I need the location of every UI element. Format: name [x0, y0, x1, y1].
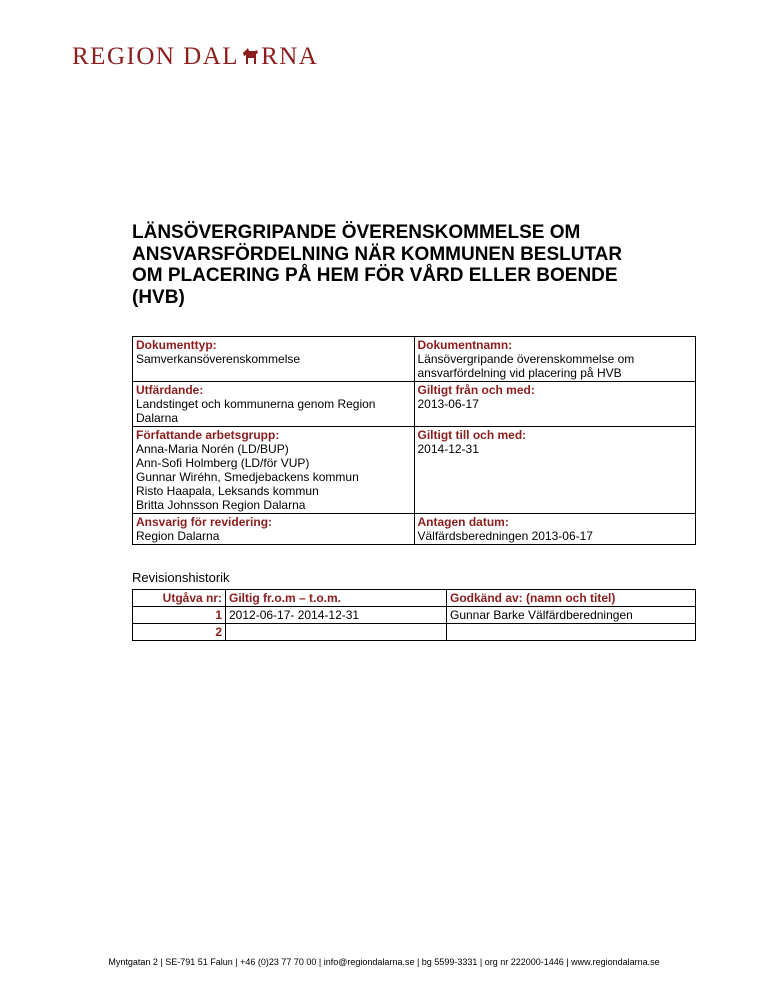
authors-label: Författande arbetsgrupp: [136, 428, 280, 442]
logo-text-right: RNA [261, 43, 319, 70]
author-item: Gunnar Wiréhn, Smedjebackens kommun [136, 470, 359, 484]
authors-cell [133, 427, 415, 514]
adopted-label: Antagen datum: [417, 515, 509, 529]
responsible-label: Ansvarig för revidering: [136, 515, 273, 529]
author-item: Anna-Maria Norén (LD/BUP) [136, 442, 289, 456]
issuer-value: Landstinget och kommunerna genom Region Dalarna [136, 397, 376, 425]
valid-from-value: 2013-06-17 [417, 397, 479, 411]
col-valid-header: Giltig fr.o.m – t.o.m. [226, 590, 447, 607]
edition-cell: 2 [133, 624, 226, 641]
approved-cell [447, 624, 696, 641]
author-item: Britta Johnsson Region Dalarna [136, 498, 306, 512]
col-approved-header: Godkänd av: (namn och titel) [447, 590, 696, 607]
document-metadata-table [132, 336, 696, 545]
doc-type-value: Samverkansöverenskommelse [136, 352, 301, 366]
adopted-value: Välfärdsberedningen 2013-06-17 [417, 529, 593, 543]
edition-cell: 1 [133, 607, 226, 624]
author-item: Ann-Sofi Holmberg (LD/för VUP) [136, 456, 310, 470]
valid-from-label: Giltigt från och med: [417, 383, 535, 397]
revision-header-row [133, 590, 696, 607]
issuer-cell [133, 382, 415, 427]
page-footer: Myntgatan 2 | SE-791 51 Falun | +46 (0)23 77 70 00 | info@regiondalarna.se | bg 5599-3331 | org nr 222000-1446 | www.regiondalarna.se [108, 957, 660, 967]
valid-to-cell [414, 427, 696, 514]
responsible-cell [133, 514, 415, 545]
table-row [133, 607, 696, 624]
col-edition-header: Utgåva nr: [133, 590, 226, 607]
approved-cell: Gunnar Barke Välfärdberedningen [447, 607, 696, 624]
doc-type-cell [133, 337, 415, 382]
table-row [133, 624, 696, 641]
author-item: Risto Haapala, Leksands kommun [136, 484, 319, 498]
document-title: LÄNSÖVERGRIPANDE ÖVERENSKOMMELSE OM ANSVARSFÖRDELNING NÄR KOMMUNEN BESLUTAR OM PLACERING PÅ HEM FÖR VÅRD ELLER BOENDE (HVB) [132, 222, 623, 308]
valid-cell: 2012-06-17- 2014-12-31 [226, 607, 447, 624]
logo-text-left: REGION DAL [72, 43, 240, 70]
valid-to-label: Giltigt till och med: [417, 428, 527, 442]
dala-horse-icon [240, 46, 260, 66]
issuer-label: Utfärdande: [136, 383, 204, 397]
valid-cell [226, 624, 447, 641]
responsible-value: Region Dalarna [136, 529, 220, 543]
valid-to-value: 2014-12-31 [417, 442, 479, 456]
valid-from-cell [414, 382, 696, 427]
region-dalarna-logo [72, 42, 318, 72]
adopted-cell [414, 514, 696, 545]
revision-history-table [132, 589, 696, 641]
doc-name-cell [414, 337, 696, 382]
doc-name-label: Dokumentnamn: [417, 338, 513, 352]
revision-history-heading: Revisionshistorik [132, 570, 230, 585]
doc-name-value: Länsövergripande överenskommelse om ansvarfördelning vid placering på HVB [417, 352, 635, 380]
doc-type-label: Dokumenttyp: [136, 338, 217, 352]
